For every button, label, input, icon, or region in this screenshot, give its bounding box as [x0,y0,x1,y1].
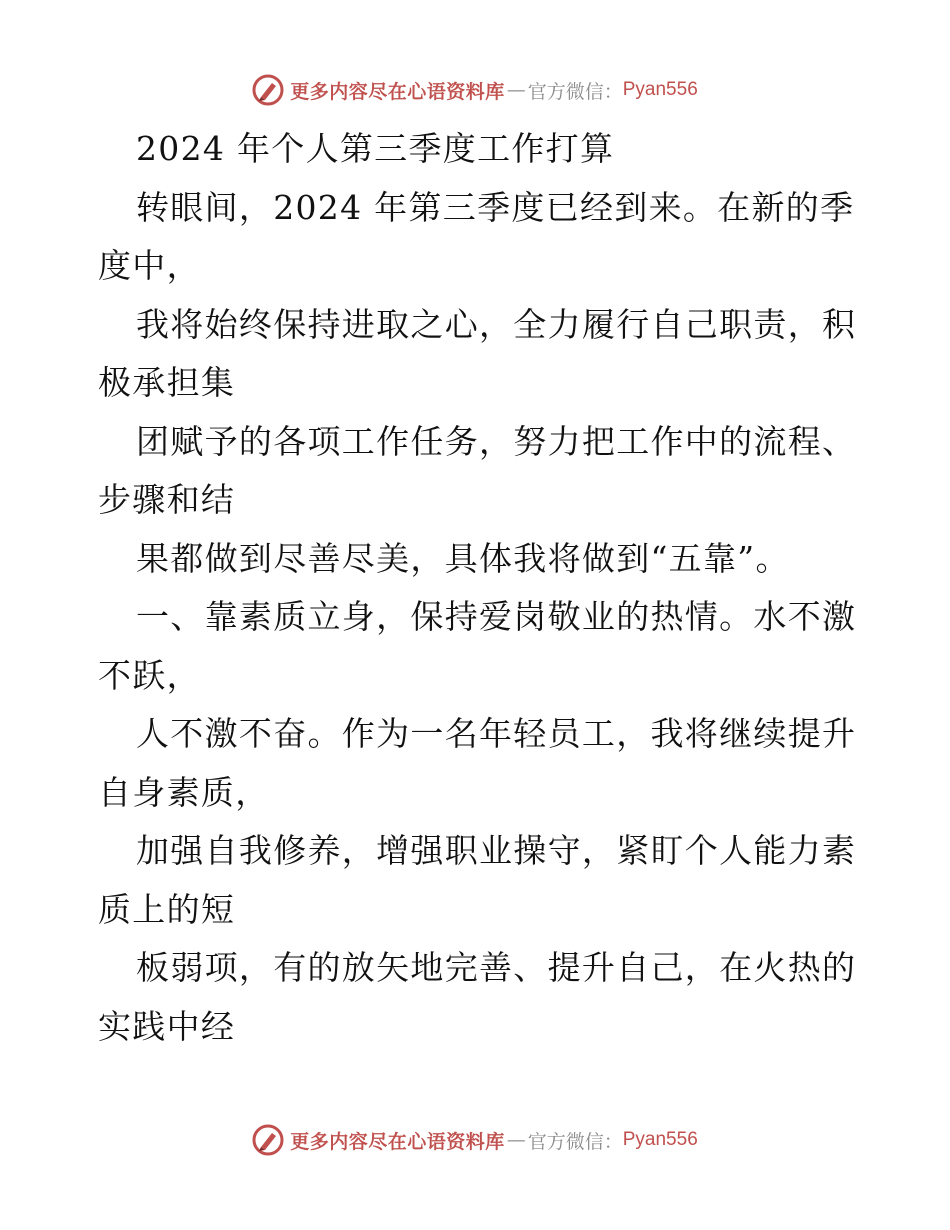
text-line: 自身素质， [98,772,270,812]
text-line: 板弱项，有的放矢地完善、提升自己，在火热的 [136,948,857,987]
document-body [98,120,858,1056]
text-line: 加强自我修养，增强职业操守，紧盯个人能力素 [136,831,857,870]
text-line: 步骤和结 [98,480,236,519]
banner-wechat-label: 官方微信： [527,1130,623,1153]
pen-logo-icon [252,1124,284,1156]
text-line: 我将始终保持进取之心，全力履行自己职责，积 [136,304,857,344]
document-title: 2024 年个人第三季度工作打算 [136,129,615,168]
text-line: 团赋予的各项工作任务，努力把工作中的流程、 [136,421,857,461]
banner-wechat-label: 官方微信： [527,80,623,103]
text-line: 不跃， [98,655,201,695]
header-banner [0,70,950,110]
banner-wechat-id: Pyan556 [622,1129,698,1150]
text-line: 一、靠素质立身，保持爱岗敬业的热情。水不激 [136,597,857,636]
text-line: 果都做到尽善尽美，具体我将做到“五靠”。 [136,538,790,578]
text-line: 实践中经 [98,1006,236,1046]
text-line: 转眼间，2024 年第三季度已经到来。在新的季 [136,187,855,227]
banner-wechat-id: Pyan556 [622,79,698,100]
pen-logo-icon [252,74,284,106]
text-line: 极承担集 [98,363,236,402]
banner-main-text: 更多内容尽在心语资料库 [290,1130,505,1153]
banner-separator: — [506,79,526,101]
footer-banner [0,1120,950,1160]
text-line: 人不激不奋。作为一名年轻员工，我将继续提升 [136,714,857,753]
text-line: 质上的短 [98,889,236,929]
text-line: 度中， [98,246,201,285]
banner-separator: — [506,1129,526,1151]
banner-main-text: 更多内容尽在心语资料库 [290,80,505,103]
